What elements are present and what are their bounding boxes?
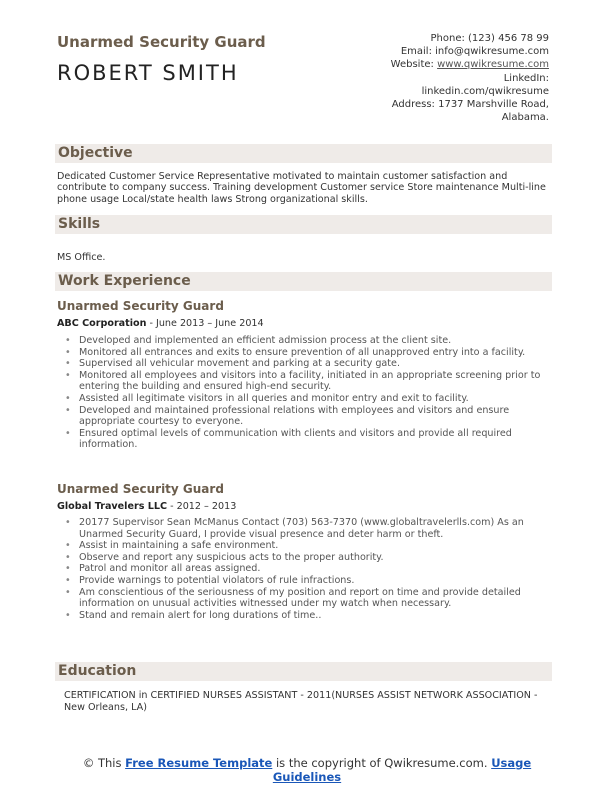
job-2-bullets	[57, 517, 547, 621]
job-2-company-line	[57, 501, 236, 512]
list-item: • Observe and report any suspicious acts to the proper authority.	[57, 552, 547, 564]
job-1-company: ABC Corporation	[57, 318, 147, 329]
skills-text: MS Office.	[57, 252, 106, 263]
list-item: • Assist in maintaining a safe environment.	[57, 540, 547, 552]
education-section-header	[55, 662, 552, 681]
copyright-footer	[82, 756, 532, 784]
usage-guidelines-link[interactable]: Usage Guidelines	[272, 756, 532, 784]
list-item: • Am conscientious of the seriousness of my position and report on time and provide detailed information on unusual activities witnessed under my watch when necessary.	[57, 587, 547, 610]
list-item: • Assisted all legitimate visitors in all queries and monitor entry and exit to facility.	[57, 393, 547, 405]
contact-website	[349, 58, 549, 71]
list-item: • Patrol and monitor all areas assigned.	[57, 563, 547, 575]
experience-section-header	[55, 272, 552, 291]
job-1-role: Unarmed Security Guard	[57, 299, 224, 313]
list-item: • Monitored all entrances and exits to ensure prevention of all unapproved entry into a facility.	[57, 347, 547, 359]
job-2-company: Global Travelers LLC	[57, 501, 168, 512]
list-item: • Monitored all employees and visitors into a facility, initiated in an appropriate screening prior to entering the building and ensured high-end security.	[57, 370, 547, 393]
website-label: Website:	[390, 59, 438, 71]
objective-section-header	[55, 144, 552, 163]
education-title: Education	[58, 663, 137, 679]
website-link[interactable]: www.qwikresume.com	[437, 59, 549, 71]
job-2-role: Unarmed Security Guard	[57, 482, 224, 496]
job-1-dates: - June 2013 – June 2014	[146, 318, 264, 329]
contact-address-line2: Alabama.	[501, 112, 549, 124]
list-item: • 20177 Supervisor Sean McManus Contact (703) 563-7370 (www.globaltravelerlls.com) As an Unarmed Security Guard, I provide visual presence and deter harm or theft.	[57, 517, 547, 540]
job-1-bullets	[57, 335, 547, 451]
contact-linkedin-value: linkedin.com/qwikresume	[421, 85, 549, 97]
contact-linkedin-label: LinkedIn:	[503, 72, 549, 84]
free-resume-template-link[interactable]: Free Resume Template	[125, 756, 273, 770]
footer-middle: is the copyright of Qwikresume.com.	[272, 756, 492, 770]
list-item: • Developed and implemented an efficient admission process at the client site.	[57, 335, 547, 347]
objective-title: Objective	[58, 145, 133, 161]
list-item: • Ensured optimal levels of communication with clients and visitors and provide all required information.	[57, 428, 547, 451]
skills-title: Skills	[58, 216, 101, 232]
contact-address-line1: Address: 1737 Marshville Road,	[391, 99, 549, 111]
objective-text: Dedicated Customer Service Representative motivated to maintain customer satisfaction and contribute to company success. Training development Customer service Store maintenance Multi-line phone usage Local/state health laws Strong organizational skills.	[57, 171, 546, 205]
list-item: • Stand and remain alert for long durations of time..	[57, 610, 547, 622]
list-item: • Supervised all vehicular movement and parking at a security gate.	[57, 358, 547, 370]
experience-title: Work Experience	[58, 273, 191, 289]
education-text: CERTIFICATION in CERTIFIED NURSES ASSISTANT - 2011(NURSES ASSIST NETWORK ASSOCIATION - New Orleans, LA)	[64, 690, 538, 713]
contact-block	[349, 32, 549, 124]
footer-prefix: © This	[82, 756, 126, 770]
list-item: • Provide warnings to potential violators of rule infractions.	[57, 575, 547, 587]
job-title: Unarmed Security Guard	[57, 33, 266, 51]
skills-section-header	[55, 215, 552, 234]
contact-email: Email: info@qwikresume.com	[400, 46, 549, 58]
candidate-name: ROBERT SMITH	[57, 61, 239, 85]
job-1-company-line	[57, 318, 264, 329]
job-2-dates: - 2012 – 2013	[167, 501, 237, 512]
contact-phone: Phone: (123) 456 78 99	[430, 33, 549, 44]
list-item: • Developed and maintained professional relations with employees and visitors and ensure appropriate courtesy to everyone.	[57, 405, 547, 428]
